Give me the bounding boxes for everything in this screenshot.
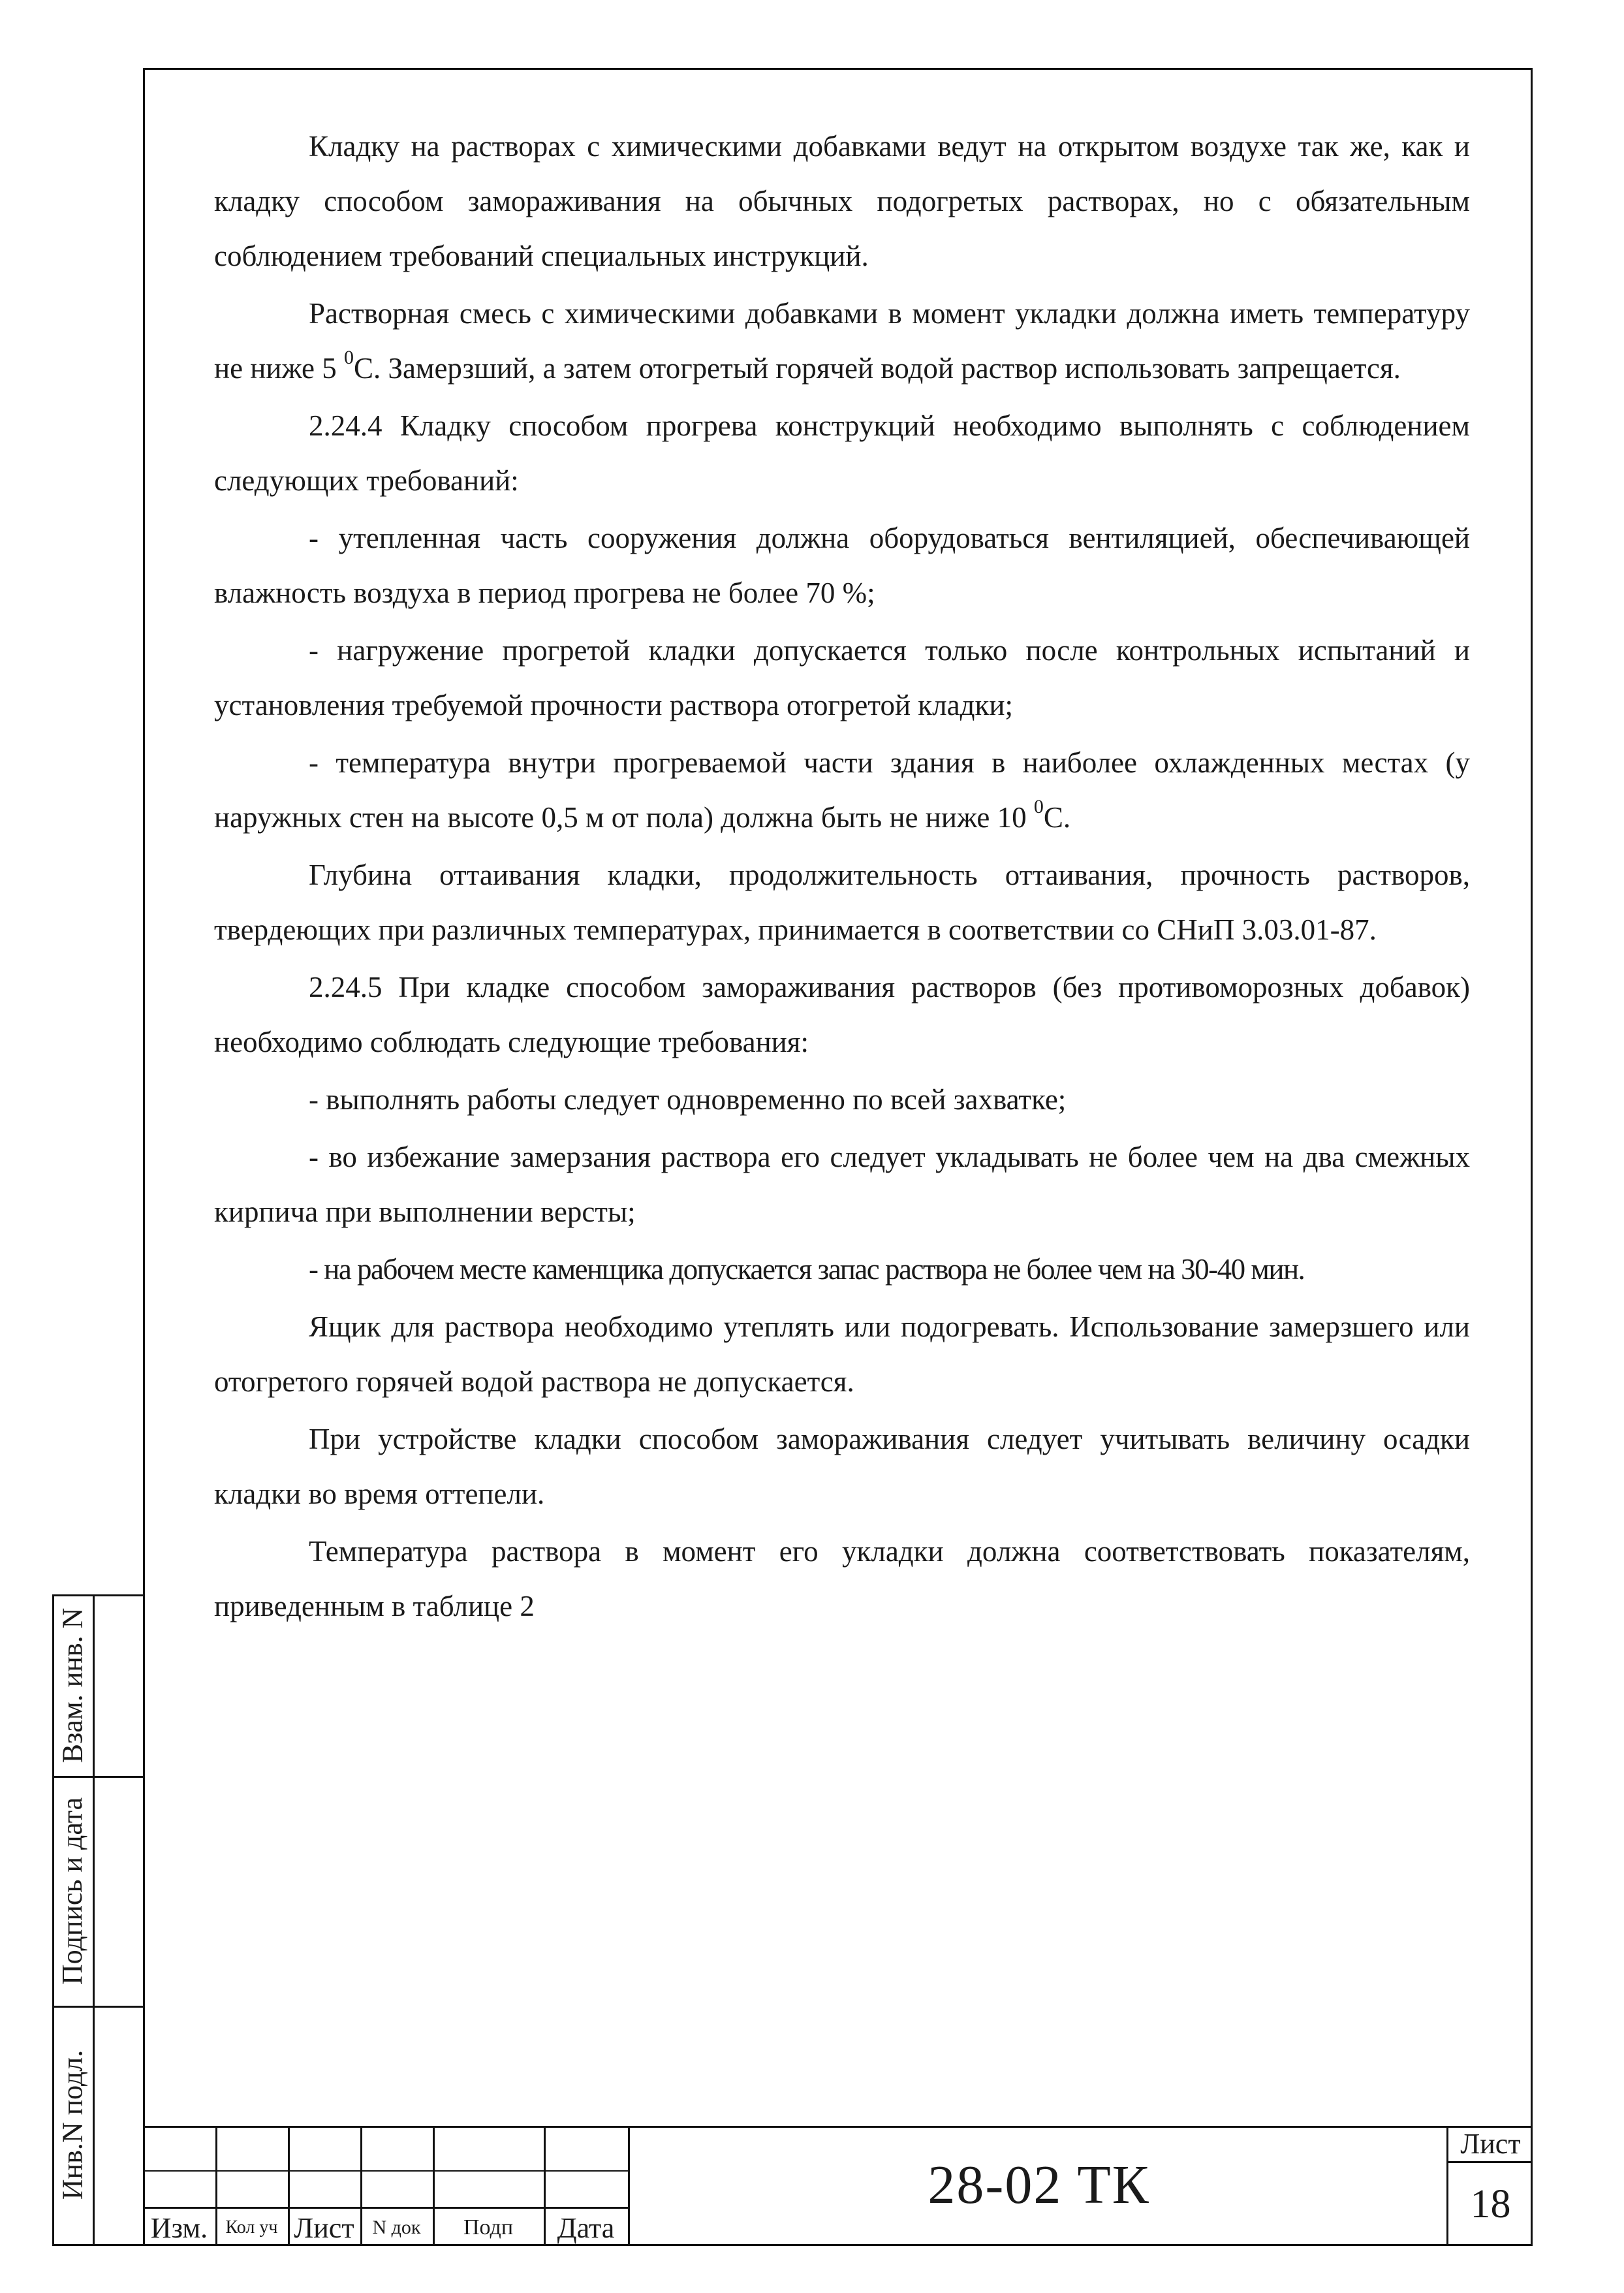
- stamp-signature-date: Подпись и дата: [56, 1797, 89, 1985]
- tb-label-list: Лист: [294, 2211, 354, 2244]
- sheet-label: Лист: [1460, 2127, 1521, 2160]
- paragraph-settlement: При устройстве кладки способом замораживания следует учитывать величину осадки кладки во время оттепели.: [214, 1423, 1470, 1510]
- document-body: [214, 119, 1470, 1636]
- document-code: 28-02 ТК: [928, 2154, 1150, 2215]
- requirement-mortar-supply: - на рабочем месте каменщика допускается запас раствора не более чем на 30-40 мин.: [309, 1253, 1305, 1286]
- requirement-loading: - нагружение прогретой кладки допускается только после контрольных испытаний и установления требуемой прочности раствора отогретой кладки;: [214, 634, 1470, 721]
- stamp-line: [93, 1594, 95, 2246]
- requirement-temperature: [214, 735, 1470, 845]
- requirement-temperature-text-a: - температура внутри прогреваемой части здания в наиболее охлажденных местах (у наружных стен на высоте 0,5 м от пола) должна быть не ниже 10: [214, 746, 1470, 834]
- paragraph-2-text-b: С. Замерзший, а затем отогретый горячей водой раствор использовать запрещается.: [353, 352, 1401, 385]
- paragraph-box: Ящик для раствора необходимо утеплять или подогревать. Использование замерзшего или отогретого горячей водой раствора не допускается.: [214, 1310, 1470, 1398]
- tb-label-podp: Подп: [463, 2215, 514, 2239]
- paragraph-2-24-5: 2.24.5 При кладке способом замораживания растворов (без противоморозных добавок) необходимо соблюдать следующие требования:: [214, 971, 1470, 1058]
- paragraph-thawing: Глубина оттаивания кладки, продолжительность оттаивания, прочность растворов, твердеющих при различных температурах, принимается в соответствии со СНиП 3.03.01-87.: [214, 859, 1470, 946]
- sheet-number: 18: [1470, 2181, 1511, 2226]
- requirement-bricks: - во избежание замерзания раствора его следует укладывать не более чем на два смежных кирпича при выполнении версты;: [214, 1141, 1470, 1228]
- stamp-vzam: Взам. инв. N: [56, 1607, 89, 1763]
- requirement-temperature-text-b: С.: [1043, 801, 1071, 834]
- paragraph-table-ref: Температура раствора в момент его укладки должна соответствовать показателям, приведенным в таблице 2: [214, 1535, 1470, 1622]
- stamp-line: [52, 2244, 145, 2246]
- margin-stamp: [52, 1594, 145, 2246]
- degree-superscript: 0: [1033, 796, 1044, 817]
- paragraph-2-text-a: Растворная смесь с химическими добавками в момент укладки должна иметь температуру не ниже 5: [214, 297, 1470, 385]
- paragraph-1: Кладку на растворах с химическими добавками ведут на открытом воздухе так же, как и кладку способом замораживания на обычных подогретых растворах, но с обязательным соблюдением требований специальных инструкций.: [214, 130, 1470, 272]
- requirement-ventilation: - утепленная часть сооружения должна оборудоваться вентиляцией, обеспечивающей влажность воздуха в период прогрева не более 70 %;: [214, 522, 1470, 609]
- tb-label-izm: Изм.: [150, 2211, 208, 2244]
- tb-line: [143, 2126, 1533, 2128]
- stamp-inv-original: Инв.N подл.: [56, 2049, 89, 2200]
- tb-label-kol: Кол уч: [225, 2217, 278, 2238]
- paragraph-2-24-4: 2.24.4 Кладку способом прогрева конструкций необходимо выполнять с соблюдением следующих требований:: [214, 409, 1470, 497]
- tb-label-ndok: N док: [372, 2217, 421, 2238]
- degree-superscript: 0: [343, 347, 354, 368]
- paragraph-2: [214, 286, 1470, 396]
- requirement-grip: - выполнять работы следует одновременно по всей захватке;: [309, 1083, 1067, 1116]
- title-block: [143, 2126, 1533, 2246]
- tb-label-data: Дата: [557, 2211, 615, 2244]
